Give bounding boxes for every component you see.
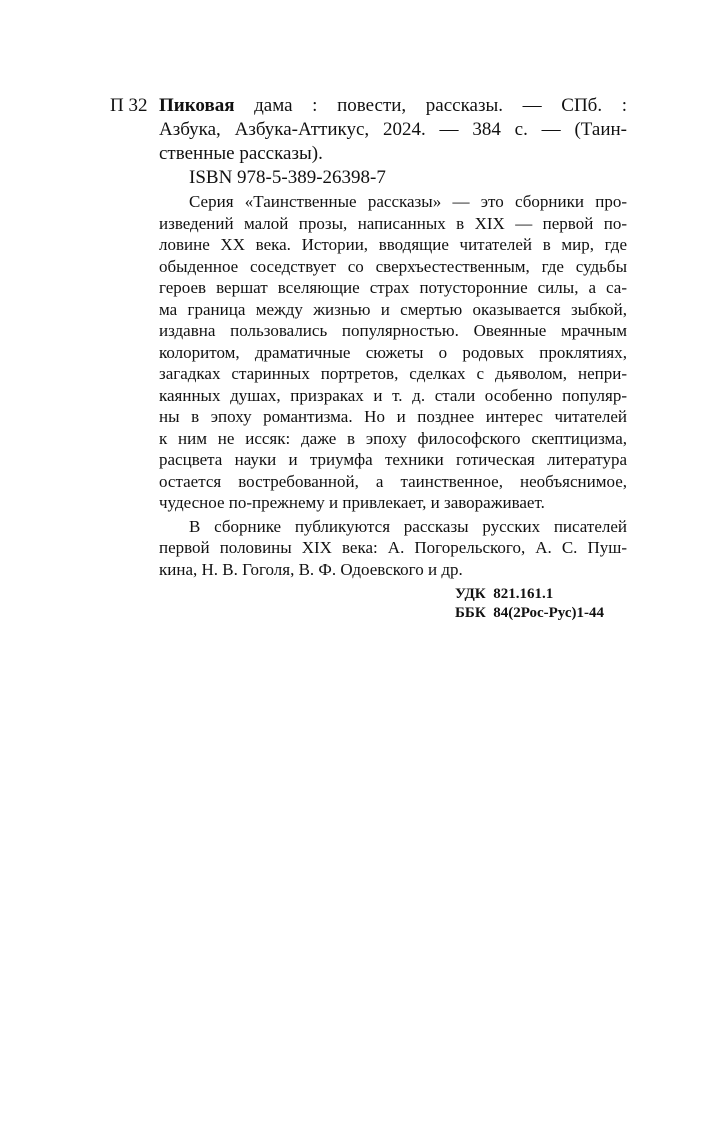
bbk-code: ББК 84(2Рос-Рус)1-44 [455, 605, 604, 621]
annotation-line: ны в эпоху романтизма. Но и позднее интерес читателей [159, 407, 627, 426]
publisher-line: Азбука, Азбука-Аттикус, 2024. — 384 с. — (Таин- [159, 119, 627, 140]
classification-codes [455, 585, 604, 623]
catalog-code: П 32 [110, 95, 148, 116]
annotation-line: издавна пользовались популярностью. Овеянные мрачным [159, 321, 627, 340]
bibliographic-record [159, 94, 627, 580]
annotation-line: В сборнике публикуются рассказы русских писателей [189, 516, 627, 536]
series-line: ственные рассказы). [159, 143, 323, 164]
annotation-line: обыденное соседствует со сверхъестественным, где судьбы [159, 256, 627, 276]
title-rest: дама : повести, рассказы. — СПб. : [234, 95, 627, 116]
annotation-line: кина, Н. В. Гоголя, В. Ф. Одоевского и др. [159, 559, 463, 579]
annotation-line: остается востребованной, а таинственное, необъяснимое, [159, 471, 627, 491]
annotation-line: расцвета науки и триумфа техники готическая литература [159, 450, 627, 469]
annotation-line: героев вершат вселяющие страх потусторонние силы, а са- [159, 278, 627, 297]
title-line [159, 94, 627, 118]
isbn-line: ISBN 978-5-389-26398-7 [189, 167, 386, 188]
annotation-line: загадках старинных портретов, сделках с дьяволом, непри- [159, 364, 627, 383]
annotation-line: колоритом, драматичные сюжеты о родовых проклятиях, [159, 342, 627, 362]
annotation-line: ловине XX века. Истории, вводящие читателей в мир, где [159, 235, 627, 254]
annotation-line: чудесное по-прежнему и привлекает, и завораживает. [159, 493, 545, 512]
title-bold: Пиковая [159, 95, 235, 116]
annotation-paragraph-2 [159, 516, 627, 581]
annotation-line: первой половины XIX века: А. Погорельского, А. С. Пуш- [159, 538, 627, 557]
annotation-paragraph-1 [159, 191, 627, 514]
annotation-line: к ним не иссяк: даже в эпоху философского скептицизма, [159, 428, 627, 448]
udk-code: УДК 821.161.1 [455, 586, 554, 602]
annotation-line: ма граница между жизнью и смертью оказывается зыбкой, [159, 299, 627, 319]
annotation-line: Серия «Таинственные рассказы» — это сборники про- [189, 192, 627, 211]
annotation-line: изведений малой прозы, написанных в XIX — первой по- [159, 213, 627, 233]
annotation-line: каянных душах, призраках и т. д. стали особенно популяр- [159, 385, 627, 405]
